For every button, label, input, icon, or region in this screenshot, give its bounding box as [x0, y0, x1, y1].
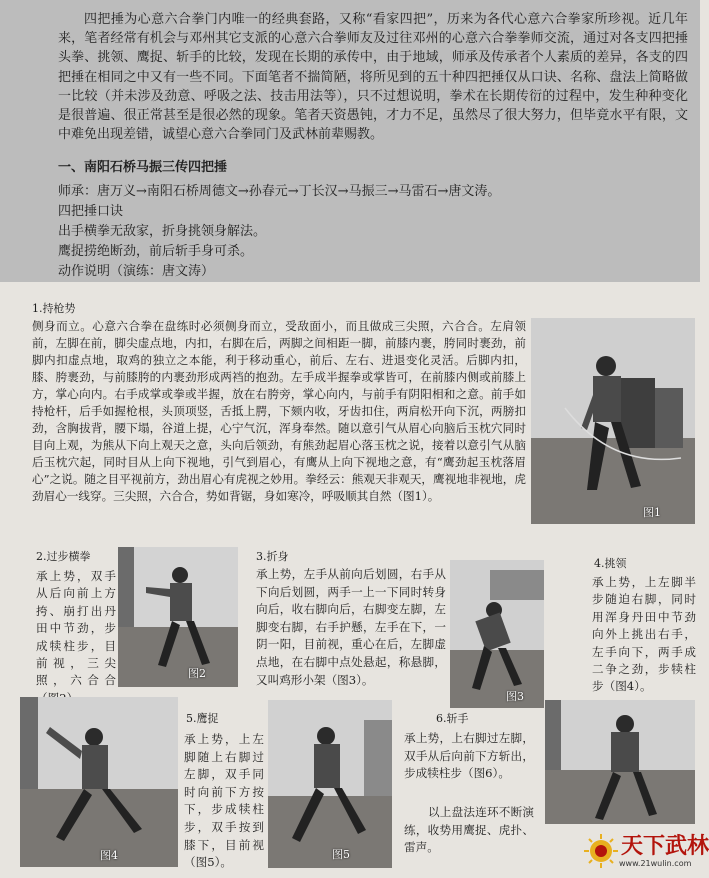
fig1-illustration: [531, 318, 695, 524]
sun-emblem-icon: [583, 833, 619, 869]
fig3-illustration: [450, 560, 544, 708]
s6-text-2: 以上盘法连环不断演练，收势用鹰捉、虎扑、雷声。: [404, 805, 534, 855]
s4-text: 承上势，上左脚半步随迫右脚，同时用浑身丹田中节劲向外上挑出右手，左手向下，两手成二争之劲，步犊柱步（图4）。: [592, 575, 696, 694]
s2-title: 2.过步横拳: [36, 550, 91, 563]
fig2-caption: 图2: [188, 667, 206, 680]
s5-title: 5.鹰捉: [186, 712, 219, 725]
photo-fig2: [118, 547, 238, 687]
fig3-caption: 图3: [506, 690, 524, 703]
photo-fig6: [545, 700, 695, 824]
s4-title: 4.挑领: [594, 557, 627, 570]
s5-text: 承上势，上左脚随上右脚过左脚，双手同时向前下方按下，步成犊柱步，双手按到膝下，目前视（图5）。: [184, 732, 264, 870]
fig4-illustration: [20, 697, 178, 867]
s6-title: 6.斩手: [436, 712, 469, 725]
s1-title: 1.持枪势: [32, 302, 76, 315]
photo-fig4: [20, 697, 178, 867]
s2-text: 承上势，双手从后向前上方挎、崩打出丹田中节劲，步成犊柱步，目前视，三尖照，六合合: [36, 569, 116, 688]
fig2-illustration: [118, 547, 238, 687]
demo-note: 动作说明（演练：唐文涛）: [58, 264, 215, 279]
logo-url: www.21wulin.com: [619, 859, 692, 868]
photo-fig5: [268, 700, 392, 868]
photo-fig1: [531, 318, 695, 524]
lineage-line: 师承：唐万义→南阳石桥周德文→孙春元→丁长汉→马振三→马雷石→唐文涛。: [58, 184, 501, 199]
section-heading: 一、南阳石桥马振三传四把捶: [58, 160, 228, 175]
s1-text: 侧身而立。心意六合拳在盘练时必须侧身而立，受敌面小，而且做成三尖照，六合合。左肩领前，左脚在前，脚尖虚点地，内扣，右脚在后，两脚之间相距一脚，前膝内裹，胯同时裹劲，前脚内扣虚点地，取鸡的独立之本能，利于移动重心，前后、左右、进退变化灵活。后脚内扣，膝、胯裹劲，与前膝胯的内裹劲形成两裆的抱劲。左手成半握拳或掌皆可，在前膝内侧或前膝上方，掌心向内。右手成掌或拳或半握，放在右胯旁，掌心向内，与前手有阴阳相和之意。前手如持枪杆，后手如握枪根，头顶项竖，舌抵上腭，下颏内收，牙齿扣住，两肩松开向下沉，两膀扣劲，含胸拔背，腰下塌，谷道上提，心宁气沉，浑身奉然。随以意引气从眉心向脑后玉枕穴同时目向上观，为熊从下向上观天之意，头向后领劲，有熊劲起眉心落玉枕之说，接着以意引气从脑后玉枕穴起，同时目从上向下视地，引气到眉心，有鹰从上向下视地之意，有“鹰劲起玉枕落眉心”之说。随之目平视前方，劲出眉心有虎视之妙用。拳经云：熊观天非观天，鹰视地非视地，虎劲眉心一线穿。三尖照，六合合，势如背锯，身如寒冷，呼吸顺其自然（图1）。: [32, 319, 526, 503]
intro-panel: [0, 0, 700, 282]
s3-text: 承上势，左手从前向后划圆，右手从下向后划圆，两手一上一下同时转身向后，收右脚向后，右脚变左脚，左脚变右脚，右手护懸，左手在下，一阴一阳，目前视，重心在后，左脚虚点地，在右脚中点处悬起，称悬脚，又叫鸡形小架（图3）。: [256, 567, 446, 687]
s3-title: 3.折身: [256, 550, 289, 563]
fig5-caption: 图5: [332, 848, 350, 861]
fig5-illustration: [268, 700, 392, 868]
s6-text: 承上势，上右脚过左脚，双手从后向前下方斩出，步成犊柱步（图6）。: [404, 731, 534, 781]
verse-line-2: 鹰捉捞绝断劲，前后斩手身可杀。: [58, 244, 254, 259]
intro-paragraph: 四把捶为心意六合拳门内唯一的经典套路，又称“看家四把”，历来为各代心意六合拳家所珍视。近几年来，笔者经常有机会与邓州其它支派的心意六合拳师友及过往邓州的心意六合拳拳师交流，通过对各支四把捶头拳、挑领、鹰捉、斩手的比较，发现在长期的承传中，由于地域，师承及传承者个人素质的差异，各支的四把捶在相同之中又有一些不同。下面笔者不揣简陋，将所见到的五十种四把捶仅从口诀、名称、盘法上简略做一比较（并未涉及劲意、呼吸之法、技击用法等），只不过想说明，拳术在长期传衍的过程中，发生种种变化是很普遍、很正常甚至是很必然的现象。笔者天资愚钝，才力不足，虽然尽了很大努力，但毕竟水平有限，文中难免出现差错，诚望心意六合拳同门及武林前辈赐教。: [58, 12, 688, 143]
fig6-illustration: [545, 700, 695, 824]
fig1-caption: 图1: [643, 506, 661, 519]
photo-fig3: [450, 560, 544, 708]
site-logo: [583, 829, 709, 875]
verse-line-1: 出手横拳无敌家，折身挑领身解法。: [58, 224, 267, 239]
logo-brand-text: 天下武林: [621, 833, 709, 859]
fig4-caption: 图4: [100, 849, 118, 862]
verse-title: 四把捶口诀: [58, 204, 124, 219]
